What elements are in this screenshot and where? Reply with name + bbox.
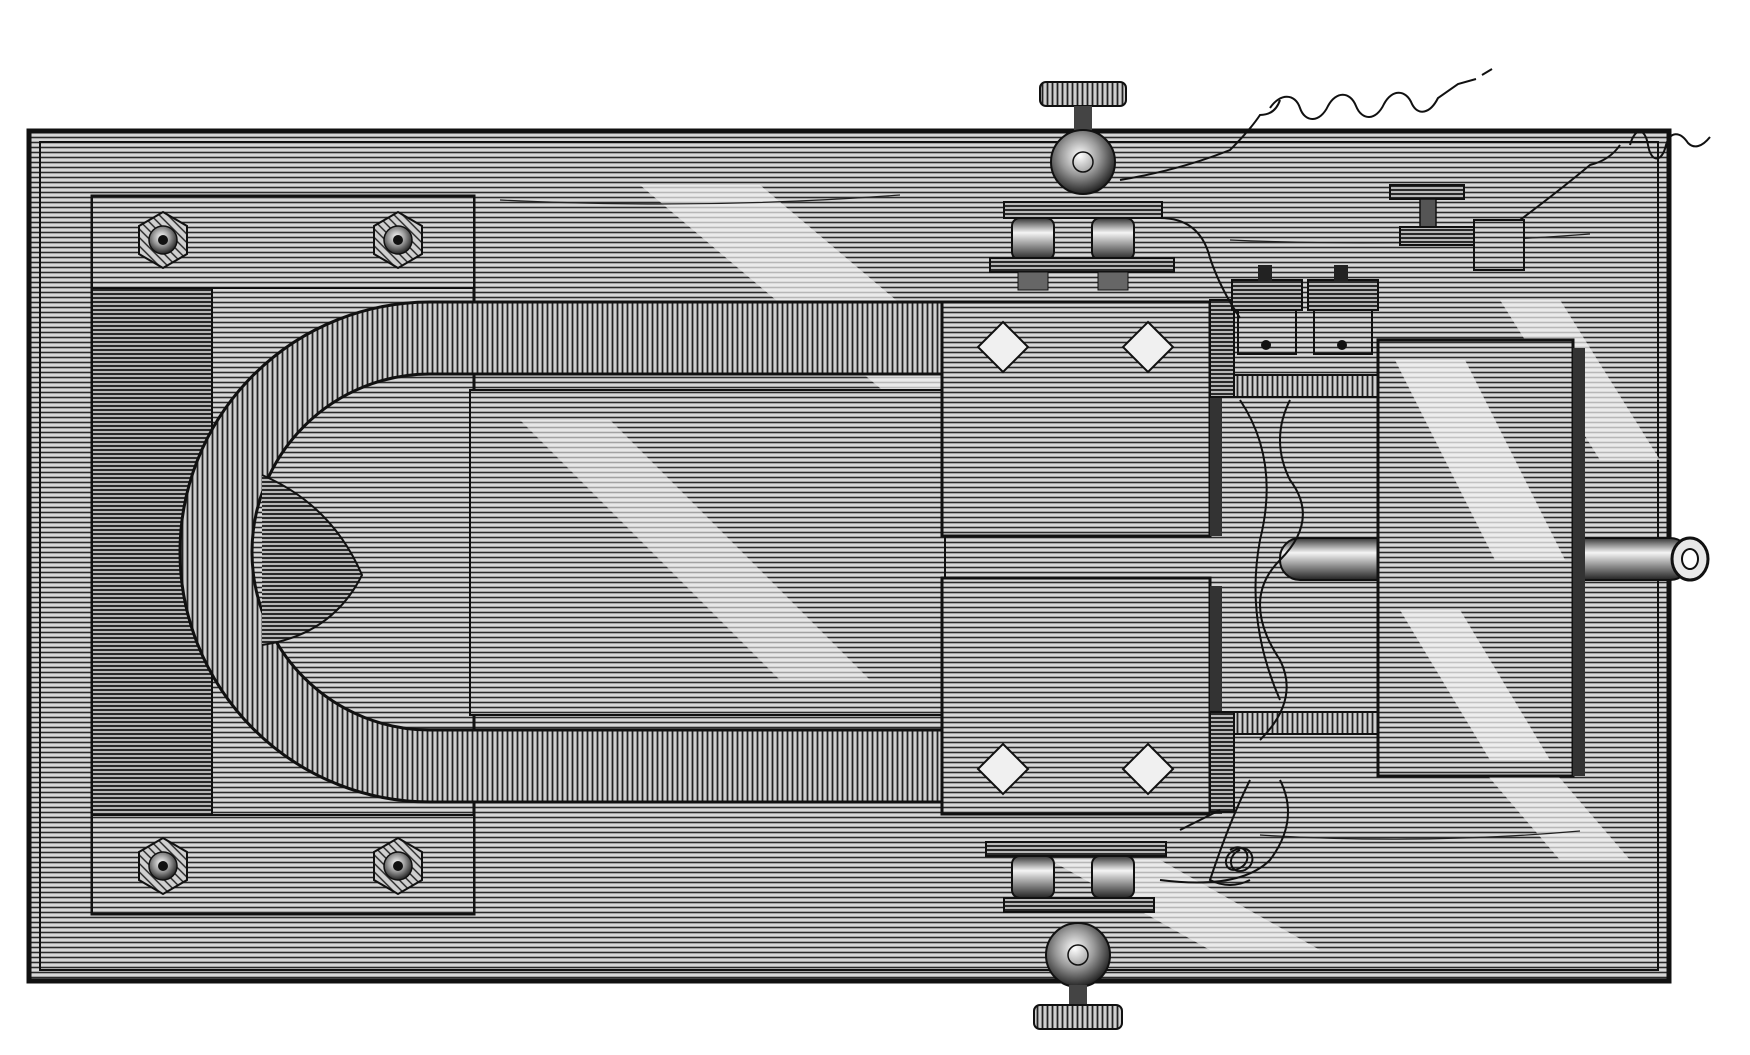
armature-block <box>1378 340 1585 776</box>
pole-piece-lower <box>942 578 1222 814</box>
pole-piece-upper <box>942 302 1222 536</box>
